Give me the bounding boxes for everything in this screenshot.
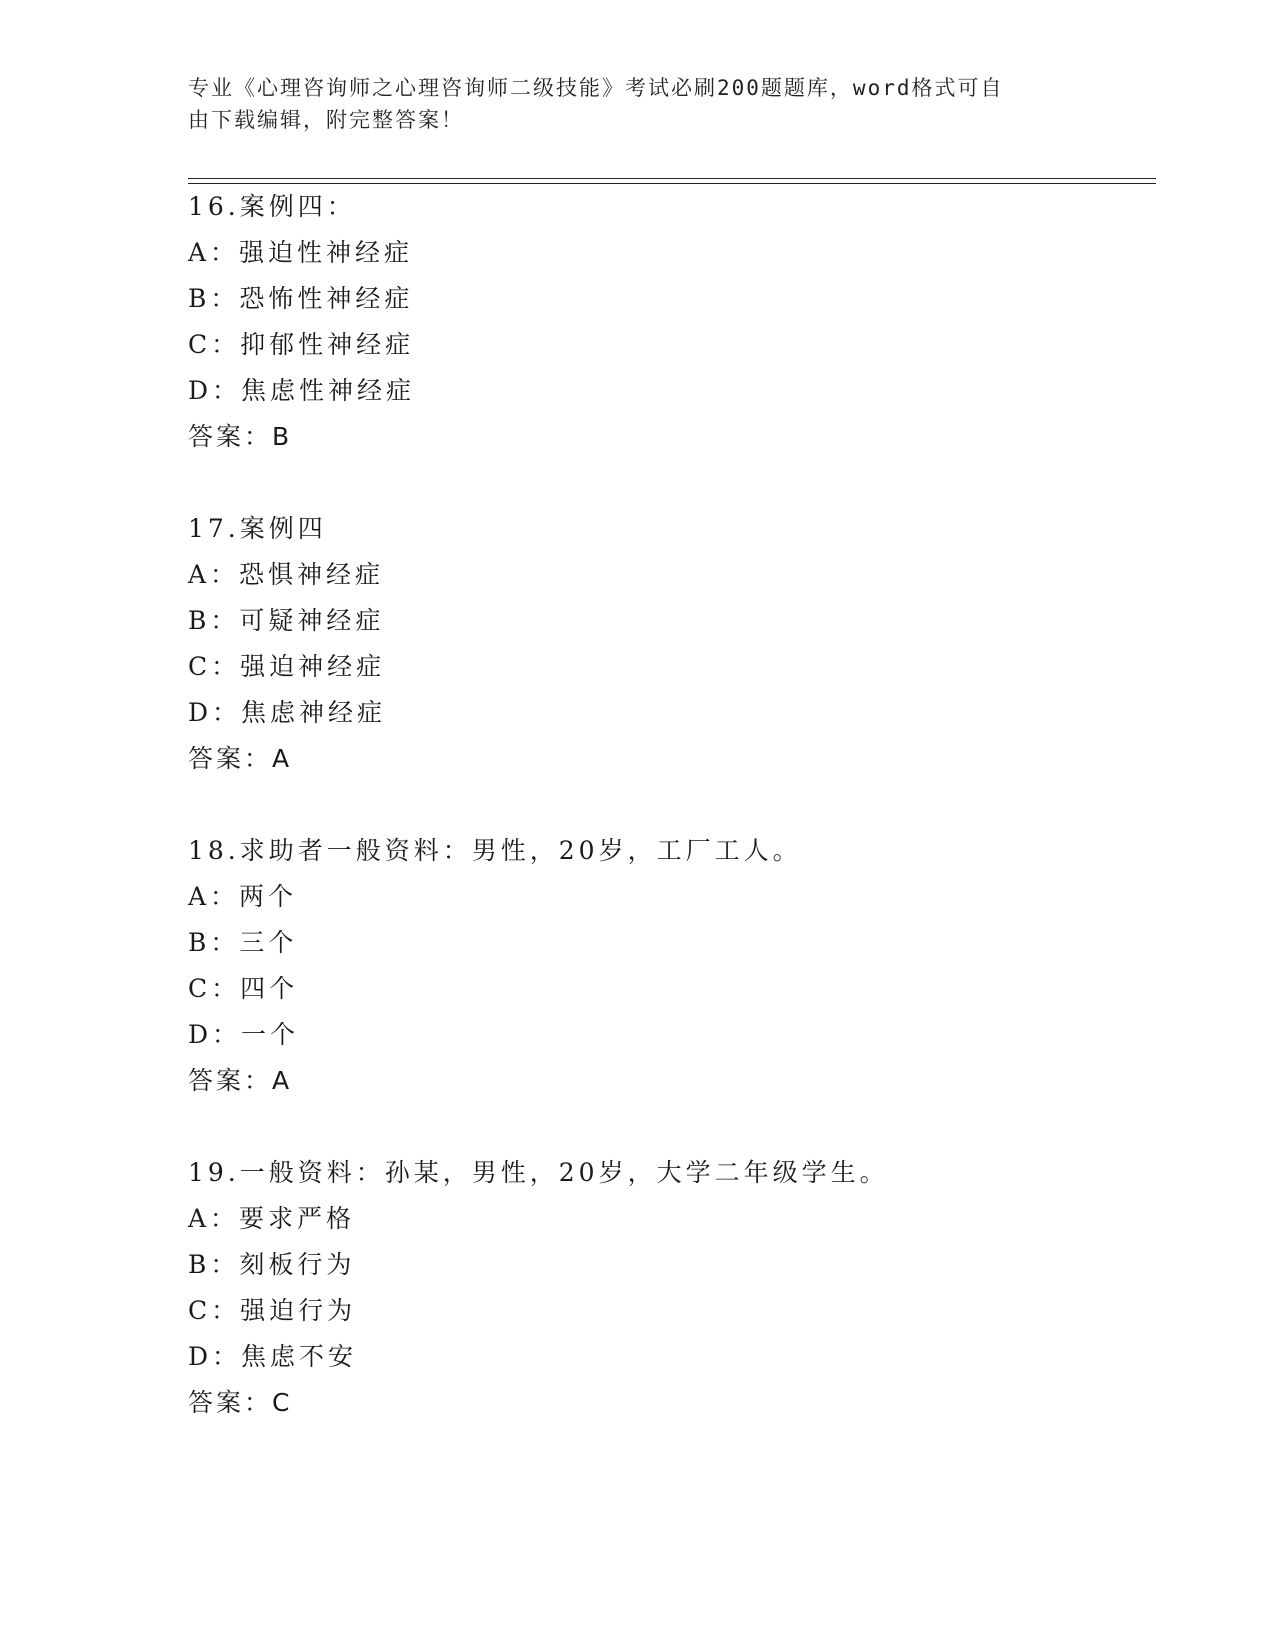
option-d: D：焦虑性神经症 (188, 376, 416, 405)
option-a: A：两个 (188, 882, 298, 911)
option-b: B：恐怖性神经症 (188, 284, 414, 313)
option-c: C：抑郁性神经症 (188, 330, 415, 359)
question-title: 19.一般资料：孙某，男性，20岁，大学二年级学生。 (188, 1158, 889, 1187)
option-b: B：可疑神经症 (188, 606, 385, 635)
question-title: 17.案例四 (188, 514, 327, 543)
option-a: A：恐惧神经症 (188, 560, 385, 589)
answer-text: 答案：A (188, 744, 293, 773)
header-line-2: 由下载编辑，附完整答案！ (188, 108, 464, 132)
option-c: C：强迫行为 (188, 1296, 357, 1325)
option-c: C：强迫神经症 (188, 652, 386, 681)
option-d: D：一个 (188, 1020, 300, 1049)
question-title: 16.案例四： (188, 192, 356, 221)
option-a: A：要求严格 (188, 1204, 356, 1233)
header-line-1: 专业《心理咨询师之心理咨询师二级技能》考试必刷200题题库，word格式可自 (188, 76, 1004, 100)
option-b: B：三个 (188, 928, 298, 957)
answer-text: 答案：B (188, 422, 293, 451)
option-d: D：焦虑不安 (188, 1342, 358, 1371)
question-17 (188, 506, 1148, 782)
question-title: 18.求助者一般资料：男性，20岁，工厂工人。 (188, 836, 802, 865)
option-d: D：焦虑神经症 (188, 698, 387, 727)
option-a: A：强迫性神经症 (188, 238, 414, 267)
option-b: B：刻板行为 (188, 1250, 356, 1279)
answer-text: 答案：A (188, 1066, 293, 1095)
question-16 (188, 184, 1148, 460)
question-19 (188, 1150, 1148, 1426)
option-c: C：四个 (188, 974, 299, 1003)
question-18 (188, 828, 1148, 1104)
answer-text: 答案：C (188, 1388, 293, 1417)
document-header (188, 72, 1068, 136)
header-divider-top (188, 178, 1156, 179)
